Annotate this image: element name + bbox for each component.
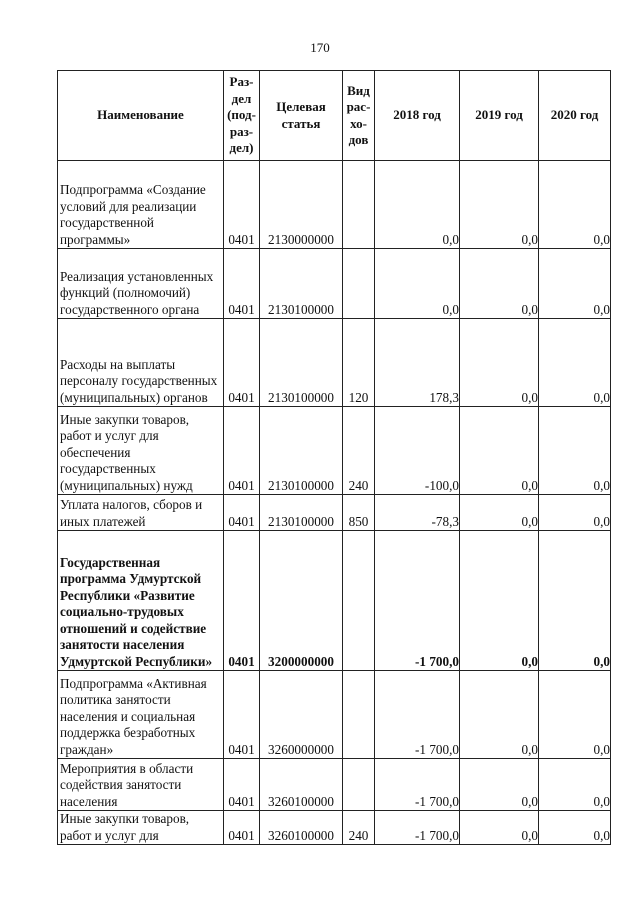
table-row [58, 319, 611, 407]
table-row [58, 759, 611, 811]
cell-target: 2130100000 [260, 407, 343, 495]
cell-section: 0401 [224, 407, 260, 495]
cell-target: 2130000000 [260, 161, 343, 249]
cell-2018: 178,3 [375, 319, 460, 407]
page-number: 170 [310, 40, 330, 55]
cell-2020: 0,0 [539, 531, 611, 671]
cell-2020: 0,0 [539, 811, 611, 845]
table-row [58, 531, 611, 671]
cell-target: 3260100000 [260, 811, 343, 845]
table-row [58, 249, 611, 319]
cell-2019: 0,0 [460, 759, 539, 811]
cell-2020: 0,0 [539, 407, 611, 495]
cell-2020: 0,0 [539, 319, 611, 407]
cell-name: Иные закупки товаров, работ и услуг для обеспечения государственных (муниципальных) нужд [58, 407, 224, 495]
cell-section: 0401 [224, 319, 260, 407]
header-type: Вид рас- хо- дов [343, 71, 375, 161]
cell-2019: 0,0 [460, 671, 539, 759]
cell-type [343, 531, 375, 671]
cell-2018: -1 700,0 [375, 759, 460, 811]
budget-table [57, 70, 611, 845]
cell-name: Подпрограмма «Активная политика занятости населения и социальная поддержка безработных граждан» [58, 671, 224, 759]
cell-2019: 0,0 [460, 249, 539, 319]
cell-2020: 0,0 [539, 671, 611, 759]
cell-2019: 0,0 [460, 319, 539, 407]
cell-name: Мероприятия в области содействия занятости населения [58, 759, 224, 811]
cell-type: 120 [343, 319, 375, 407]
cell-type [343, 671, 375, 759]
cell-2019: 0,0 [460, 811, 539, 845]
cell-type: 240 [343, 407, 375, 495]
cell-target: 2130100000 [260, 319, 343, 407]
cell-type: 240 [343, 811, 375, 845]
table-row [58, 161, 611, 249]
table-row [58, 811, 611, 845]
header-target: Целевая статья [260, 71, 343, 161]
header-2020: 2020 год [539, 71, 611, 161]
cell-name: Расходы на выплаты персоналу государственных (муниципальных) органов [58, 319, 224, 407]
cell-section: 0401 [224, 531, 260, 671]
cell-type [343, 161, 375, 249]
cell-2018: -78,3 [375, 495, 460, 531]
cell-2019: 0,0 [460, 161, 539, 249]
header-2018: 2018 год [375, 71, 460, 161]
cell-section: 0401 [224, 759, 260, 811]
cell-name: Подпрограмма «Создание условий для реализации государственной программы» [58, 161, 224, 249]
cell-target: 3200000000 [260, 531, 343, 671]
cell-target: 2130100000 [260, 495, 343, 531]
cell-type [343, 249, 375, 319]
cell-2018: 0,0 [375, 249, 460, 319]
table-header-row [58, 71, 611, 161]
cell-2018: -1 700,0 [375, 671, 460, 759]
cell-2020: 0,0 [539, 759, 611, 811]
cell-section: 0401 [224, 671, 260, 759]
cell-name: Государственная программа Удмуртской Республики «Развитие социально-трудовых отношений и содействие занятости населения Удмуртской Республики» [58, 531, 224, 671]
header-name: Наименование [58, 71, 224, 161]
cell-type: 850 [343, 495, 375, 531]
cell-2018: -100,0 [375, 407, 460, 495]
cell-2018: -1 700,0 [375, 531, 460, 671]
cell-section: 0401 [224, 249, 260, 319]
cell-2018: 0,0 [375, 161, 460, 249]
cell-2018: -1 700,0 [375, 811, 460, 845]
header-section: Раз- дел (под- раз- дел) [224, 71, 260, 161]
header-2019: 2019 год [460, 71, 539, 161]
table-row [58, 495, 611, 531]
cell-target: 3260100000 [260, 759, 343, 811]
table-row [58, 407, 611, 495]
cell-section: 0401 [224, 495, 260, 531]
cell-2019: 0,0 [460, 407, 539, 495]
cell-type [343, 759, 375, 811]
cell-target: 3260000000 [260, 671, 343, 759]
cell-2020: 0,0 [539, 249, 611, 319]
cell-2020: 0,0 [539, 161, 611, 249]
table-row [58, 671, 611, 759]
cell-name: Уплата налогов, сборов и иных платежей [58, 495, 224, 531]
cell-name: Реализация установленных функций (полномочий) государственного органа [58, 249, 224, 319]
cell-section: 0401 [224, 811, 260, 845]
cell-2020: 0,0 [539, 495, 611, 531]
cell-name: Иные закупки товаров, работ и услуг для [58, 811, 224, 845]
cell-target: 2130100000 [260, 249, 343, 319]
cell-2019: 0,0 [460, 495, 539, 531]
cell-section: 0401 [224, 161, 260, 249]
cell-2019: 0,0 [460, 531, 539, 671]
